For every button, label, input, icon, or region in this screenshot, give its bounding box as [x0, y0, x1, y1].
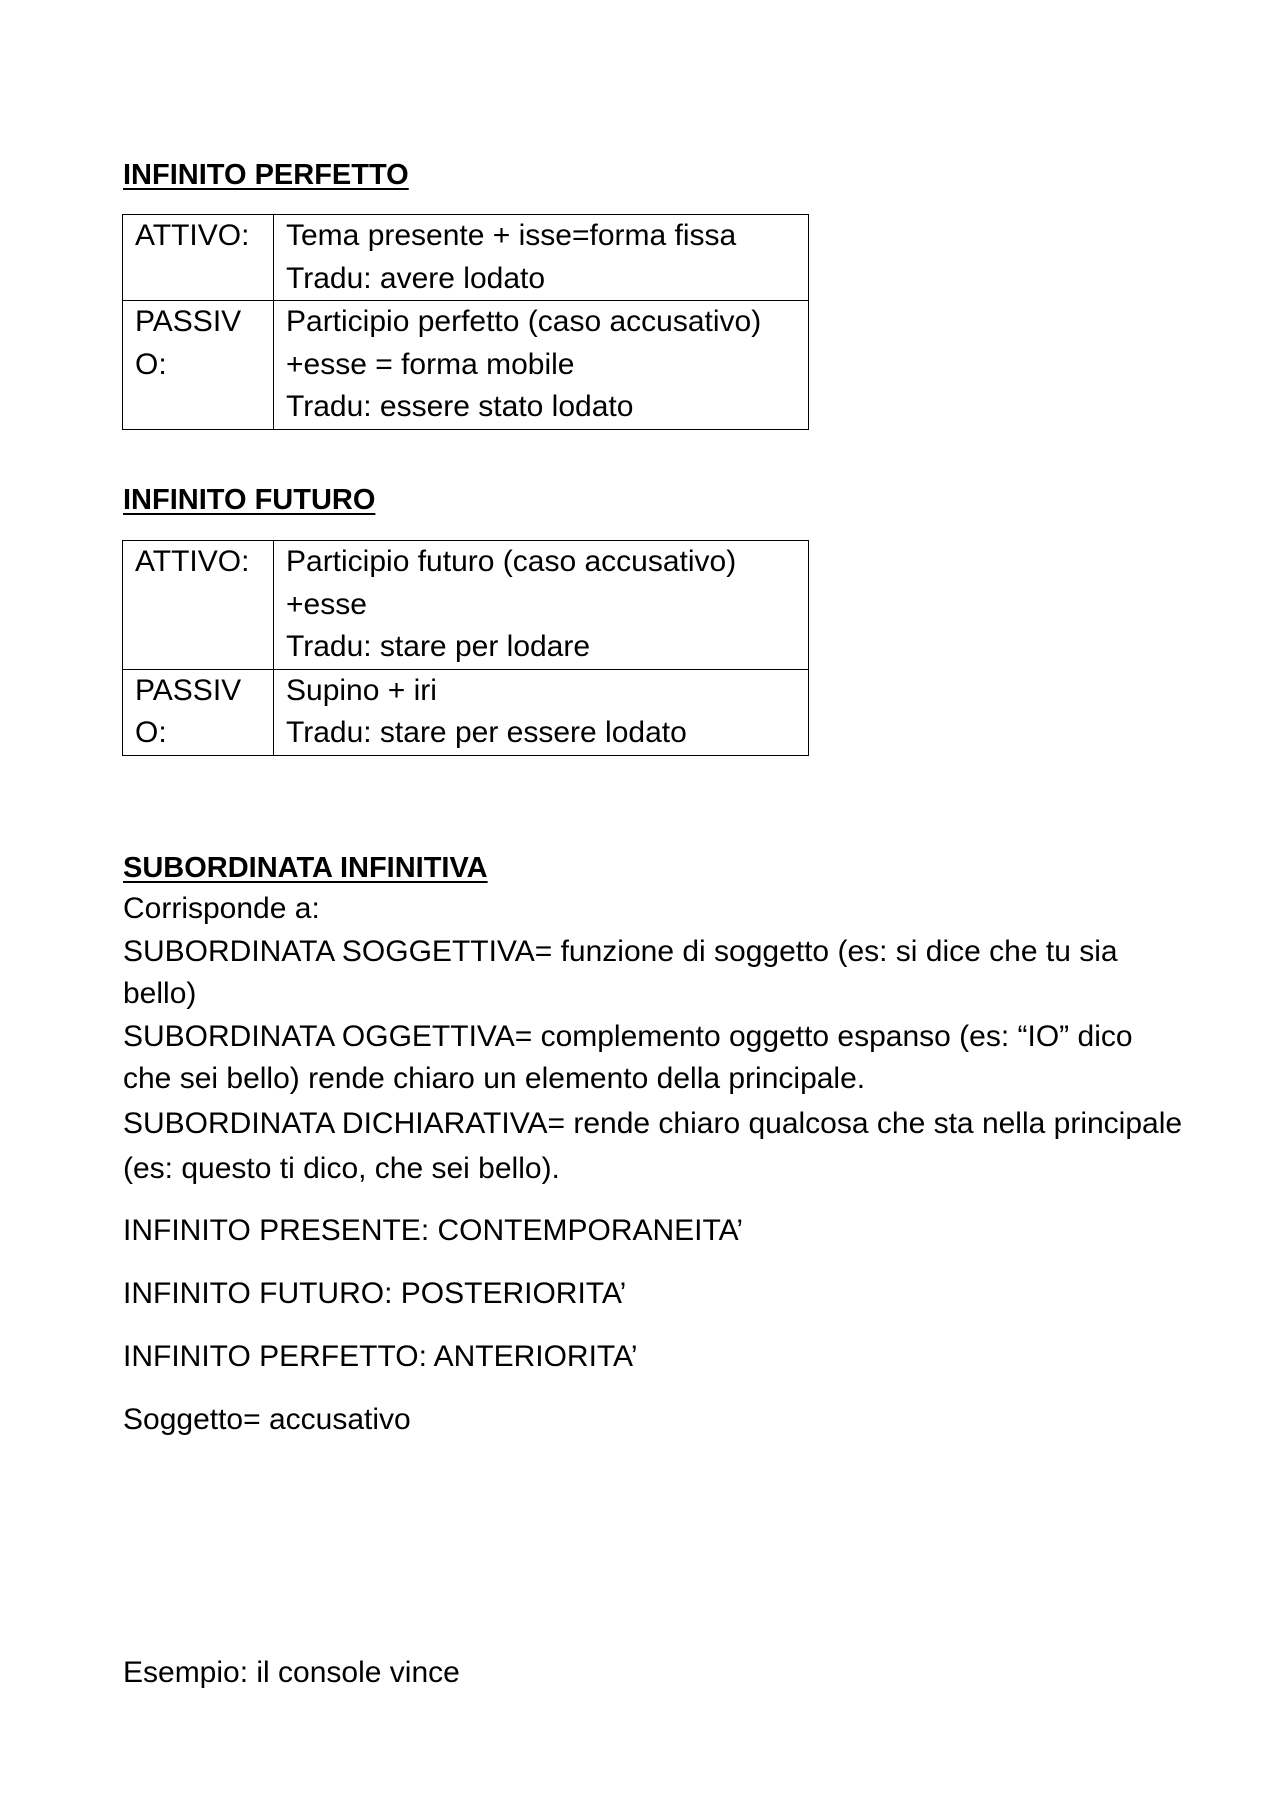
table-infinito-perfetto: [122, 214, 809, 430]
content-line: +esse: [286, 587, 367, 621]
heading-infinito-perfetto: INFINITO PERFETTO: [123, 159, 409, 191]
content-line: Supino + iri: [286, 673, 437, 707]
paragraph: Corrisponde a:: [123, 892, 320, 925]
content-line: Tradu: avere lodato: [286, 261, 546, 295]
paragraph: SUBORDINATA OGGETTIVA= complemento oggetto espanso (es: “IO” dico che sei bello) rende chiaro un elemento della principale.: [123, 1019, 1133, 1095]
content-line: +esse = forma mobile: [286, 347, 575, 381]
row-content: [274, 301, 809, 430]
content-line: Tradu: stare per lodare: [286, 630, 591, 663]
row-label: ATTIVO:: [123, 215, 274, 301]
note-infinito-perfetto: INFINITO PERFETTO: ANTERIORITA’: [123, 1340, 638, 1373]
table-row: [123, 669, 809, 755]
heading-infinito-futuro: INFINITO FUTURO: [123, 484, 376, 516]
row-content: [274, 541, 809, 670]
note-infinito-presente: INFINITO PRESENTE: CONTEMPORANEITA’: [123, 1214, 744, 1247]
row-content: [274, 669, 809, 755]
paragraph: SUBORDINATA DICHIARATIVA= rende chiaro qualcosa che sta nella principale (es: questo ti dico, che sei bello).: [123, 1106, 1183, 1185]
content-line: Participio perfetto (caso accusativo): [286, 305, 762, 338]
row-content: [274, 215, 809, 301]
content-line: Participio futuro (caso accusativo): [286, 545, 737, 578]
table-row: [123, 215, 809, 301]
note-soggetto: Soggetto= accusativo: [123, 1403, 411, 1436]
table-row: [123, 301, 809, 430]
content-line: Tradu: essere stato lodato: [286, 390, 634, 423]
row-label: PASSIVO:: [123, 301, 274, 430]
row-label: ATTIVO:: [123, 541, 274, 670]
note-esempio: Esempio: il console vince: [123, 1656, 460, 1689]
table-row: [123, 541, 809, 670]
row-label: PASSIVO:: [123, 669, 274, 755]
content-line: Tema presente + isse=forma fissa: [286, 219, 737, 252]
subordinata-description: [123, 888, 1183, 1191]
note-infinito-futuro: INFINITO FUTURO: POSTERIORITA’: [123, 1277, 627, 1310]
content-line: Tradu: stare per essere lodato: [286, 716, 687, 749]
heading-subordinata-infinitiva: SUBORDINATA INFINITIVA: [123, 852, 488, 884]
paragraph: SUBORDINATA SOGGETTIVA= funzione di soggetto (es: si dice che tu sia bello): [123, 934, 1118, 1010]
table-infinito-futuro: [122, 540, 809, 756]
